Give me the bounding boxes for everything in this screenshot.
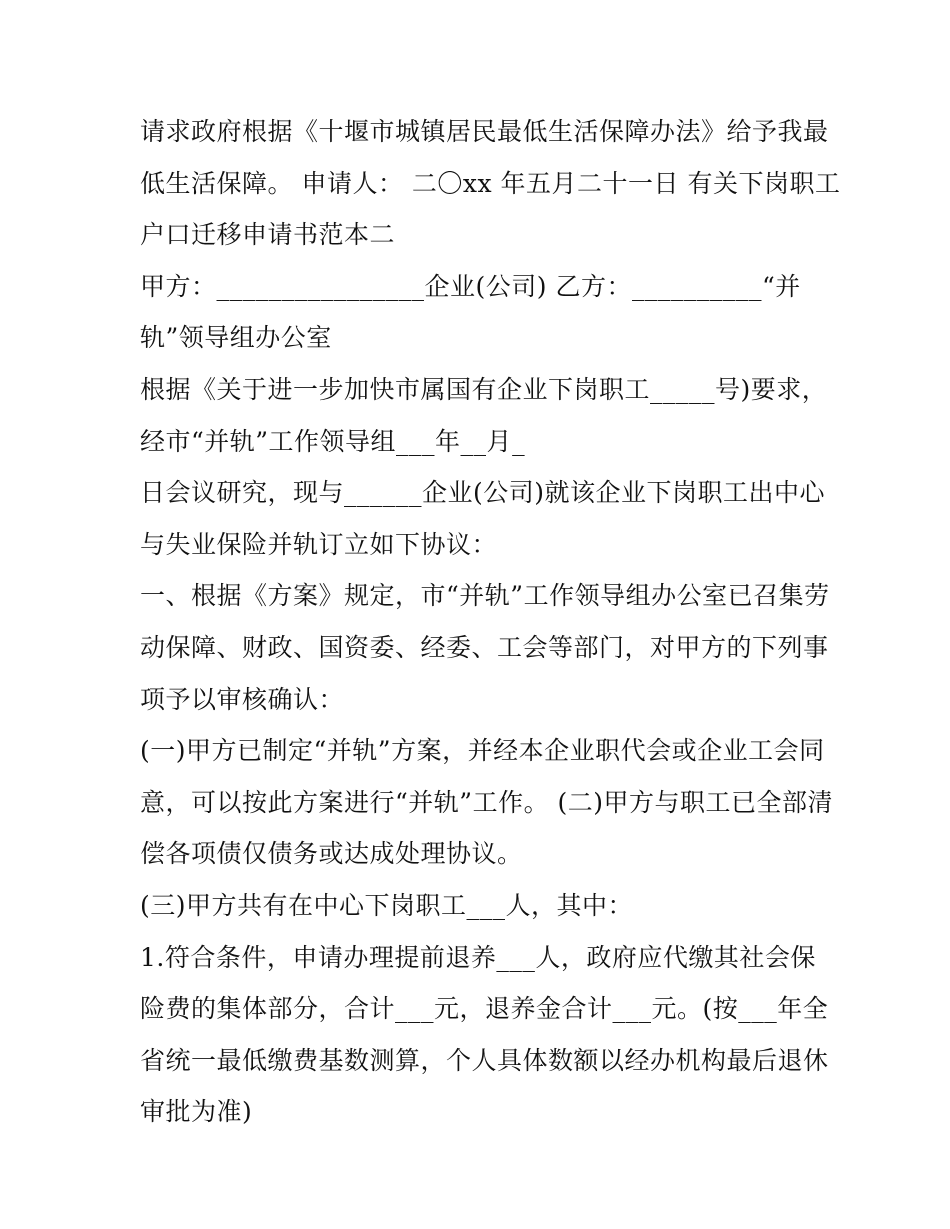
text-line-6: 根据《关于进一步加快市属国有企业下岗职工_____号)要求， [140, 374, 828, 404]
text-line-1: 请求政府根据《十堰市城镇居民最低生活保障办法》给予我最 [140, 117, 829, 146]
text-line-15: 偿各项债仅债务或达成处理协议。 [140, 839, 523, 869]
text-line-12: 项予以审核确认： [140, 684, 345, 714]
text-line-2: 低生活保障。 申请人： 二〇xx 年五月二十一日 有关下岗职工 [140, 168, 841, 198]
text-line-9: 与失业保险并轨订立如下协议： [140, 529, 498, 559]
text-line-4: 甲方：________________企业(公司) 乙方：__________“并 [140, 271, 801, 301]
text-line-13: (一)甲方已制定“并轨”方案，并经本企业职代会或企业工会同 [140, 736, 825, 766]
text-line-19: 省统一最低缴费基数测算，个人具体数额以经办机构最后退休 [140, 1045, 829, 1075]
text-line-11: 动保障、财政、国资委、经委、工会等部门，对甲方的下列事 [140, 632, 829, 662]
text-line-5: 轨”领导组办公室 [140, 323, 332, 353]
text-line-20: 审批为准) [140, 1097, 253, 1127]
document-body [140, 106, 841, 1138]
text-line-18: 险费的集体部分，合计___元，退养金合计___元。(按___年全 [140, 994, 829, 1024]
text-line-14: 意，可以按此方案进行“并轨”工作。 (二)甲方与职工已全部清 [140, 787, 834, 817]
text-line-10: 一、根据《方案》规定，市“并轨”工作领导组办公室已召集劳 [140, 581, 830, 611]
text-line-7: 经市“并轨”工作领导组___年__月_ [140, 426, 526, 456]
text-line-3: 户口迁移申请书范本二 [140, 220, 396, 250]
text-line-16: (三)甲方共有在中心下岗职工___人，其中： [140, 890, 634, 920]
text-line-8: 日会议研究，现与______企业(公司)就该企业下岗职工出中心 [140, 478, 826, 508]
text-line-17: 1.符合条件，申请办理提前退养___人，政府应代缴其社会保 [140, 942, 816, 972]
